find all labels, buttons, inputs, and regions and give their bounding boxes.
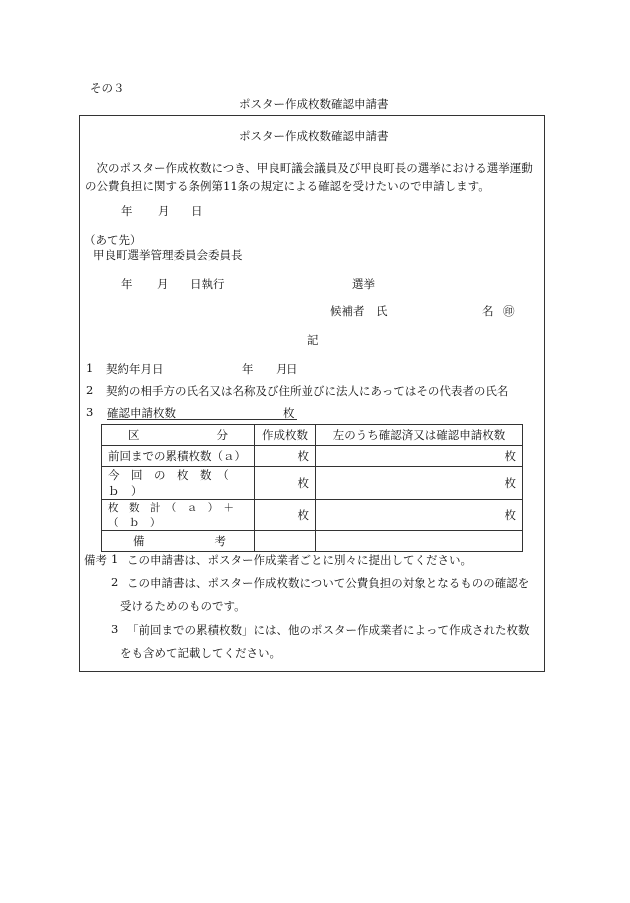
- date-month: 月: [158, 204, 170, 218]
- date-year: 年: [121, 204, 133, 218]
- table-row: [102, 467, 523, 500]
- item-1-day: 日: [286, 362, 298, 376]
- header-made: 作成枚数: [255, 425, 316, 446]
- seal-mark: ㊞: [503, 304, 515, 318]
- count-table: [101, 424, 523, 552]
- row-confirmed: 枚: [316, 500, 523, 531]
- election-year: 年: [121, 277, 133, 291]
- outer-title: ポスター作成枚数確認申請書: [239, 97, 389, 111]
- ki-label: 記: [307, 333, 319, 347]
- item-3-label: 確認申請枚数: [107, 406, 176, 420]
- row-label: 枚 数 計 （ ａ ） ＋ （ ｂ ）: [102, 500, 255, 531]
- note-2-num: 2: [111, 575, 119, 589]
- election-day: 日執行: [190, 277, 225, 291]
- remarks-confirmed: [316, 531, 523, 552]
- election-month: 月: [157, 277, 169, 291]
- item-3-underline: [107, 419, 297, 420]
- remarks-label: 備 考: [102, 531, 255, 552]
- candidate-name-suffix: 名: [482, 304, 494, 318]
- item-2-label: 契約の相手方の氏名又は名称及び住所並びに法人にあってはその代表者の氏名: [106, 384, 509, 398]
- note-2-text: この申請書は、ポスター作成枚数について公費負担の対象となるものの確認を: [127, 576, 530, 590]
- row-made: 枚: [255, 446, 316, 467]
- row-made: 枚: [255, 467, 316, 500]
- item-1-year: 年: [242, 362, 254, 376]
- row-confirmed: 枚: [316, 467, 523, 500]
- row-label: 前回までの累積枚数（ａ）: [102, 446, 255, 467]
- remarks-made: [255, 531, 316, 552]
- date-day: 日: [191, 204, 203, 218]
- notes-prefix: 備考: [84, 553, 107, 567]
- header-kubun: 区 分: [102, 425, 255, 446]
- addressee: 甲良町選挙管理委員会委員長: [93, 248, 243, 262]
- form-title: ポスター作成枚数確認申請書: [239, 129, 389, 143]
- row-label: 今 回 の 枚 数 （ ｂ ）: [102, 467, 255, 500]
- candidate-label: 候補者 氏: [330, 304, 388, 318]
- note-2-cont: 受けるためのものです。: [120, 599, 246, 613]
- header-confirmed: 左のうち確認済又は確認申請枚数: [316, 425, 523, 446]
- note-1-num: 1: [111, 552, 119, 566]
- table-row: [102, 500, 523, 531]
- intro-text: 次のポスター作成枚数につき、甲良町議会議員及び甲良町長の選挙における選挙運動の公費負担に関する条例第11条の規定による確認を受けたいので申請します。: [85, 161, 533, 193]
- page-number: その３: [90, 81, 125, 95]
- note-1-text: この申請書は、ポスター作成業者ごとに別々に提出してください。: [127, 553, 472, 567]
- table-header-row: [102, 425, 523, 446]
- item-1-month: 月: [276, 362, 288, 376]
- item-3-num: 3: [86, 405, 94, 419]
- election-label: 選挙: [352, 277, 375, 291]
- item-1-label: 契約年月日: [106, 362, 164, 376]
- item-3-unit: 枚: [283, 406, 295, 420]
- row-made: 枚: [255, 500, 316, 531]
- table-row: [102, 446, 523, 467]
- note-3-text: 「前回までの累積枚数」には、他のポスター作成業者によって作成された枚数: [127, 623, 530, 637]
- item-1-num: 1: [86, 361, 94, 375]
- row-confirmed: 枚: [316, 446, 523, 467]
- note-3-cont: をも含めて記載してください。: [120, 646, 281, 660]
- addressee-label: （あて先）: [84, 233, 142, 247]
- item-2-num: 2: [86, 383, 94, 397]
- note-3-num: 3: [111, 622, 119, 636]
- table-remarks-row: [102, 531, 523, 552]
